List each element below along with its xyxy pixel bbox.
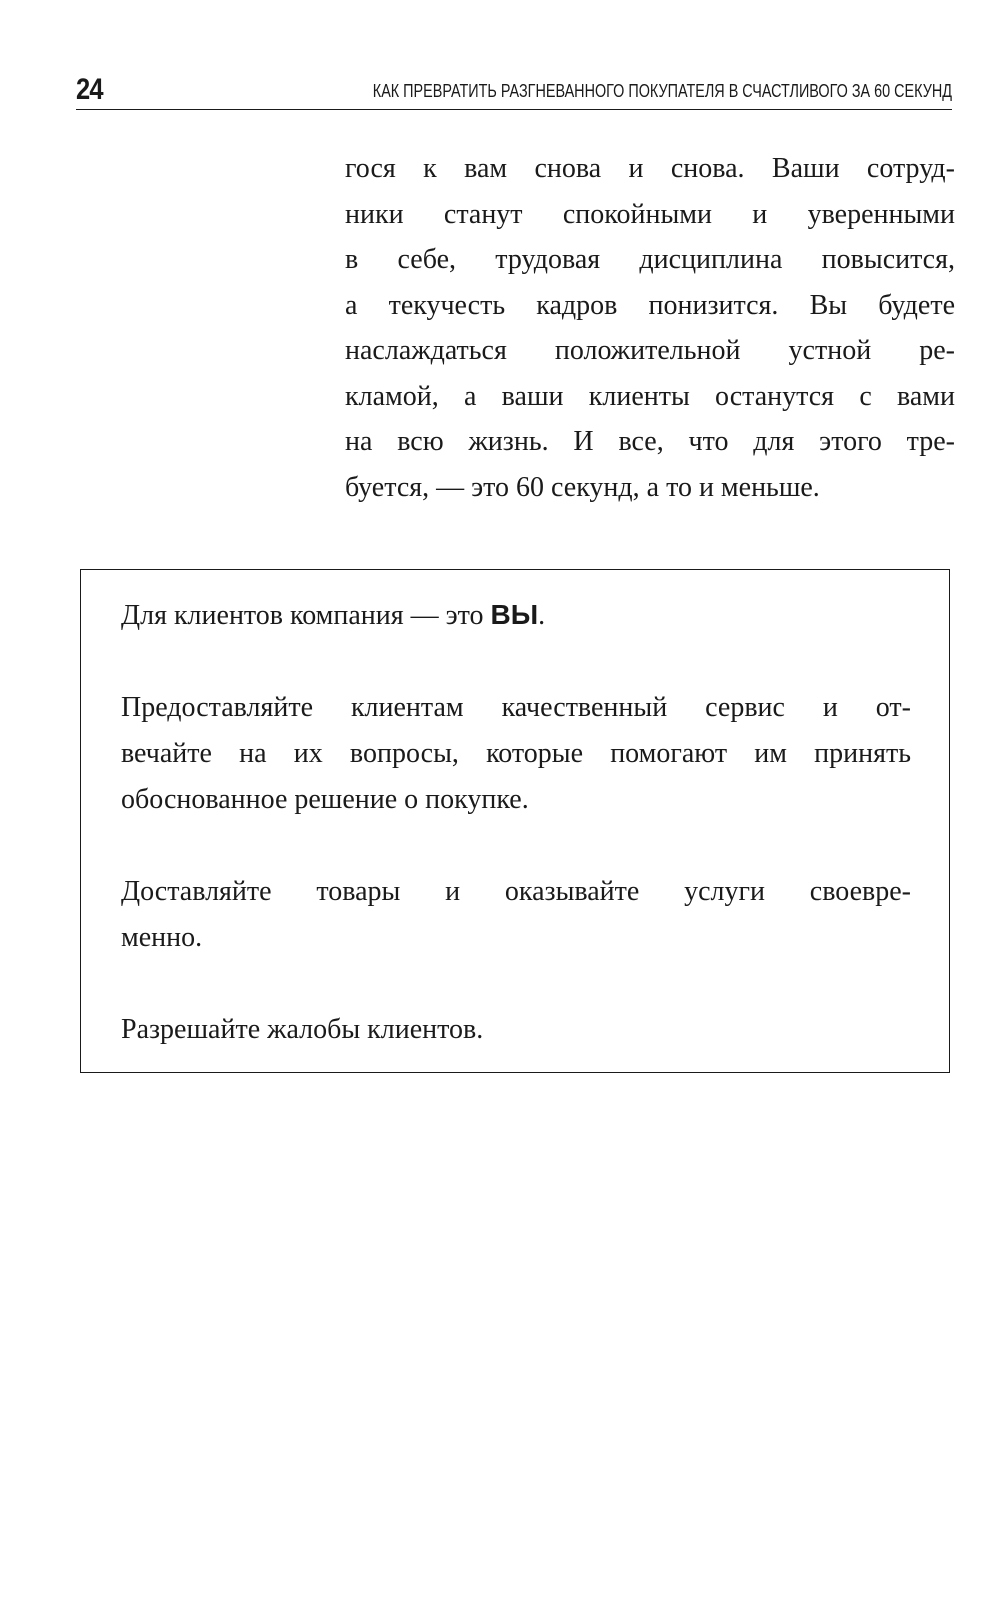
callout-heading-prefix: Для клиентов компания — это — [121, 600, 491, 631]
body-line: наслаждаться положительной устной ре- — [345, 335, 955, 366]
callout-line: обоснованное решение о покупке. — [121, 784, 529, 815]
body-line: кламой, а ваши клиенты останутся с вами — [345, 380, 955, 412]
callout-heading — [121, 592, 911, 639]
running-title: КАК ПРЕВРАТИТЬ РАЗГНЕВАННОГО ПОКУПАТЕЛЯ В СЧАСТЛИВОГО ЗА 60 СЕКУНД — [372, 81, 952, 101]
callout-line: менно. — [121, 922, 203, 953]
callout-emphasis: ВЫ — [490, 599, 539, 630]
body-line: гося к вам снова и снова. Ваши сотруд- — [345, 153, 955, 184]
callout-paragraph-complaints — [121, 1007, 911, 1053]
page-number: 24 — [76, 73, 103, 106]
callout-line: Предоставляйте клиентам качественный сервис и от- — [121, 692, 911, 723]
callout-heading-suffix: . — [538, 600, 546, 631]
body-line: на всю жизнь. И все, что для этого тре- — [345, 426, 955, 457]
callout-line: Разрешайте жалобы клиентов. — [121, 1014, 484, 1045]
body-line: а текучесть кадров понизится. Вы будете — [345, 289, 955, 321]
callout-content — [121, 592, 911, 1099]
body-line: в себе, трудовая дисциплина повысится, — [345, 244, 955, 275]
page-header — [76, 70, 952, 110]
callout-paragraph-service — [121, 685, 911, 823]
header-rule — [76, 109, 952, 110]
callout-paragraph-delivery — [121, 869, 911, 961]
callout-line: Доставляйте товары и оказывайте услуги своевре- — [121, 876, 911, 907]
callout-line: вечайте на их вопросы, которые помогают им принять — [121, 738, 911, 769]
callout-box — [80, 569, 950, 1073]
body-paragraph — [345, 146, 955, 510]
body-line: буется, — это 60 секунд, а то и меньше. — [345, 471, 820, 503]
body-line: ники станут спокойными и уверенными — [345, 198, 955, 230]
